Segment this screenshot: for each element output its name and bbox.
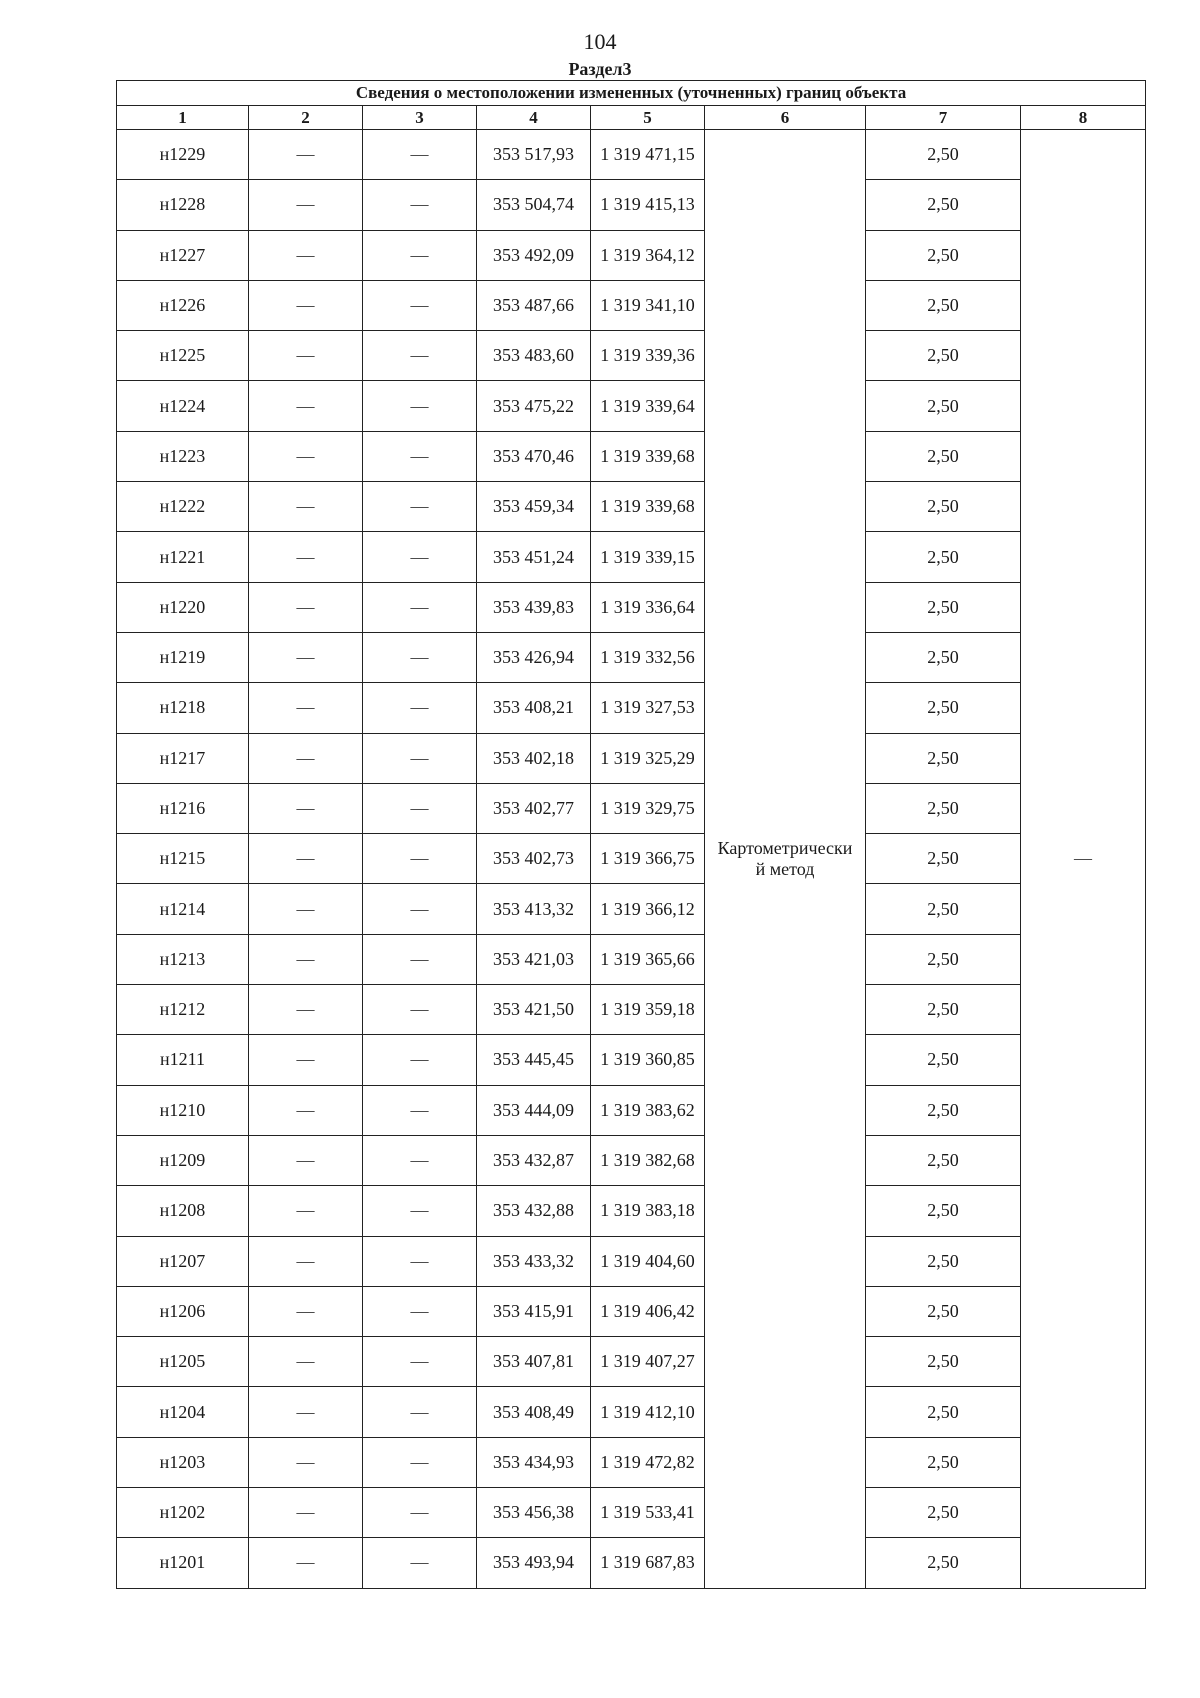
point-cell: н1210 bbox=[117, 1085, 249, 1135]
accuracy-cell: 2,50 bbox=[866, 582, 1021, 632]
x-coordinate-cell: 353 432,87 bbox=[477, 1135, 591, 1185]
column-number-5: 5 bbox=[591, 106, 705, 130]
table-body bbox=[117, 130, 1146, 1589]
table-title: Сведения о местоположении измененных (уточненных) границ объекта bbox=[117, 81, 1146, 106]
table-row bbox=[117, 180, 1146, 230]
table-row bbox=[117, 482, 1146, 532]
point-cell: н1201 bbox=[117, 1538, 249, 1588]
table-row bbox=[117, 331, 1146, 381]
table-row bbox=[117, 532, 1146, 582]
x-coordinate-cell: 353 459,34 bbox=[477, 482, 591, 532]
column-number-3: 3 bbox=[363, 106, 477, 130]
accuracy-cell: 2,50 bbox=[866, 733, 1021, 783]
accuracy-cell: 2,50 bbox=[866, 331, 1021, 381]
table-row bbox=[117, 130, 1146, 180]
point-cell: н1212 bbox=[117, 985, 249, 1035]
col2-cell: — bbox=[249, 985, 363, 1035]
col3-cell: — bbox=[363, 331, 477, 381]
accuracy-cell: 2,50 bbox=[866, 230, 1021, 280]
point-cell: н1204 bbox=[117, 1387, 249, 1437]
x-coordinate-cell: 353 421,50 bbox=[477, 985, 591, 1035]
x-coordinate-cell: 353 470,46 bbox=[477, 431, 591, 481]
x-coordinate-cell: 353 408,49 bbox=[477, 1387, 591, 1437]
table-row bbox=[117, 1337, 1146, 1387]
x-coordinate-cell: 353 421,03 bbox=[477, 934, 591, 984]
accuracy-cell: 2,50 bbox=[866, 280, 1021, 330]
col2-cell: — bbox=[249, 1488, 363, 1538]
accuracy-cell: 2,50 bbox=[866, 482, 1021, 532]
x-coordinate-cell: 353 402,18 bbox=[477, 733, 591, 783]
accuracy-cell: 2,50 bbox=[866, 783, 1021, 833]
y-coordinate-cell: 1 319 329,75 bbox=[591, 783, 705, 833]
column-number-7: 7 bbox=[866, 106, 1021, 130]
col2-cell: — bbox=[249, 130, 363, 180]
col2-cell: — bbox=[249, 180, 363, 230]
col2-cell: — bbox=[249, 834, 363, 884]
y-coordinate-cell: 1 319 339,15 bbox=[591, 532, 705, 582]
column-number-row bbox=[117, 106, 1146, 130]
x-coordinate-cell: 353 487,66 bbox=[477, 280, 591, 330]
method-line-2: й метод bbox=[755, 858, 815, 879]
y-coordinate-cell: 1 319 325,29 bbox=[591, 733, 705, 783]
table-row bbox=[117, 230, 1146, 280]
y-coordinate-cell: 1 319 364,12 bbox=[591, 230, 705, 280]
y-coordinate-cell: 1 319 339,68 bbox=[591, 431, 705, 481]
point-cell: н1211 bbox=[117, 1035, 249, 1085]
col2-cell: — bbox=[249, 532, 363, 582]
accuracy-cell: 2,50 bbox=[866, 934, 1021, 984]
table-row bbox=[117, 985, 1146, 1035]
accuracy-cell: 2,50 bbox=[866, 180, 1021, 230]
column-number-2: 2 bbox=[249, 106, 363, 130]
col2-cell: — bbox=[249, 632, 363, 682]
col3-cell: — bbox=[363, 1035, 477, 1085]
y-coordinate-cell: 1 319 339,36 bbox=[591, 331, 705, 381]
accuracy-cell: 2,50 bbox=[866, 1085, 1021, 1135]
point-cell: н1214 bbox=[117, 884, 249, 934]
coordinates-table bbox=[116, 80, 1146, 1589]
accuracy-cell: 2,50 bbox=[866, 1236, 1021, 1286]
col2-cell: — bbox=[249, 783, 363, 833]
accuracy-cell: 2,50 bbox=[866, 381, 1021, 431]
y-coordinate-cell: 1 319 339,68 bbox=[591, 482, 705, 532]
col3-cell: — bbox=[363, 381, 477, 431]
col3-cell: — bbox=[363, 1236, 477, 1286]
point-cell: н1228 bbox=[117, 180, 249, 230]
col3-cell: — bbox=[363, 1488, 477, 1538]
col3-cell: — bbox=[363, 1135, 477, 1185]
table-row bbox=[117, 1437, 1146, 1487]
table-row bbox=[117, 582, 1146, 632]
y-coordinate-cell: 1 319 404,60 bbox=[591, 1236, 705, 1286]
point-cell: н1224 bbox=[117, 381, 249, 431]
point-cell: н1220 bbox=[117, 582, 249, 632]
accuracy-cell: 2,50 bbox=[866, 632, 1021, 682]
table-row bbox=[117, 934, 1146, 984]
y-coordinate-cell: 1 319 359,18 bbox=[591, 985, 705, 1035]
y-coordinate-cell: 1 319 412,10 bbox=[591, 1387, 705, 1437]
table-row bbox=[117, 381, 1146, 431]
accuracy-cell: 2,50 bbox=[866, 1186, 1021, 1236]
col3-cell: — bbox=[363, 532, 477, 582]
col2-cell: — bbox=[249, 884, 363, 934]
col3-cell: — bbox=[363, 985, 477, 1035]
col2-cell: — bbox=[249, 1085, 363, 1135]
col2-cell: — bbox=[249, 582, 363, 632]
point-cell: н1221 bbox=[117, 532, 249, 582]
col3-cell: — bbox=[363, 632, 477, 682]
table-row bbox=[117, 632, 1146, 682]
table-row bbox=[117, 783, 1146, 833]
col3-cell: — bbox=[363, 230, 477, 280]
table-row bbox=[117, 431, 1146, 481]
x-coordinate-cell: 353 407,81 bbox=[477, 1337, 591, 1387]
column-number-8: 8 bbox=[1021, 106, 1146, 130]
point-cell: н1213 bbox=[117, 934, 249, 984]
x-coordinate-cell: 353 415,91 bbox=[477, 1286, 591, 1336]
col3-cell: — bbox=[363, 834, 477, 884]
x-coordinate-cell: 353 504,74 bbox=[477, 180, 591, 230]
col3-cell: — bbox=[363, 1337, 477, 1387]
col2-cell: — bbox=[249, 934, 363, 984]
col2-cell: — bbox=[249, 280, 363, 330]
x-coordinate-cell: 353 408,21 bbox=[477, 683, 591, 733]
column-number-6: 6 bbox=[705, 106, 866, 130]
col3-cell: — bbox=[363, 884, 477, 934]
col2-cell: — bbox=[249, 683, 363, 733]
accuracy-cell: 2,50 bbox=[866, 1035, 1021, 1085]
table-row bbox=[117, 1488, 1146, 1538]
accuracy-cell: 2,50 bbox=[866, 683, 1021, 733]
point-cell: н1202 bbox=[117, 1488, 249, 1538]
col2-cell: — bbox=[249, 1337, 363, 1387]
x-coordinate-cell: 353 493,94 bbox=[477, 1538, 591, 1588]
col3-cell: — bbox=[363, 431, 477, 481]
y-coordinate-cell: 1 319 407,27 bbox=[591, 1337, 705, 1387]
y-coordinate-cell: 1 319 365,66 bbox=[591, 934, 705, 984]
point-cell: н1226 bbox=[117, 280, 249, 330]
accuracy-cell: 2,50 bbox=[866, 1337, 1021, 1387]
col2-cell: — bbox=[249, 1437, 363, 1487]
x-coordinate-cell: 353 517,93 bbox=[477, 130, 591, 180]
x-coordinate-cell: 353 413,32 bbox=[477, 884, 591, 934]
col2-cell: — bbox=[249, 331, 363, 381]
accuracy-cell: 2,50 bbox=[866, 1135, 1021, 1185]
point-cell: н1225 bbox=[117, 331, 249, 381]
y-coordinate-cell: 1 319 327,53 bbox=[591, 683, 705, 733]
col3-cell: — bbox=[363, 683, 477, 733]
accuracy-cell: 2,50 bbox=[866, 130, 1021, 180]
x-coordinate-cell: 353 483,60 bbox=[477, 331, 591, 381]
col3-cell: — bbox=[363, 1538, 477, 1588]
x-coordinate-cell: 353 444,09 bbox=[477, 1085, 591, 1135]
table-row bbox=[117, 1135, 1146, 1185]
table-row bbox=[117, 834, 1146, 884]
section-title: Раздел3 bbox=[568, 59, 632, 79]
table-row bbox=[117, 1186, 1146, 1236]
col3-cell: — bbox=[363, 1286, 477, 1336]
table-row bbox=[117, 1085, 1146, 1135]
y-coordinate-cell: 1 319 415,13 bbox=[591, 180, 705, 230]
y-coordinate-cell: 1 319 406,42 bbox=[591, 1286, 705, 1336]
y-coordinate-cell: 1 319 383,18 bbox=[591, 1186, 705, 1236]
col3-cell: — bbox=[363, 1085, 477, 1135]
point-cell: н1209 bbox=[117, 1135, 249, 1185]
table-row bbox=[117, 1236, 1146, 1286]
col3-cell: — bbox=[363, 934, 477, 984]
y-coordinate-cell: 1 319 687,83 bbox=[591, 1538, 705, 1588]
x-coordinate-cell: 353 451,24 bbox=[477, 532, 591, 582]
col3-cell: — bbox=[363, 180, 477, 230]
col2-cell: — bbox=[249, 1387, 363, 1437]
column-number-1: 1 bbox=[117, 106, 249, 130]
accuracy-cell: 2,50 bbox=[866, 1538, 1021, 1588]
y-coordinate-cell: 1 319 332,56 bbox=[591, 632, 705, 682]
column-number-4: 4 bbox=[477, 106, 591, 130]
table-row bbox=[117, 1387, 1146, 1437]
point-cell: н1205 bbox=[117, 1337, 249, 1387]
x-coordinate-cell: 353 402,73 bbox=[477, 834, 591, 884]
point-cell: н1218 bbox=[117, 683, 249, 733]
col2-cell: — bbox=[249, 230, 363, 280]
table-row bbox=[117, 280, 1146, 330]
col3-cell: — bbox=[363, 733, 477, 783]
point-cell: н1229 bbox=[117, 130, 249, 180]
accuracy-cell: 2,50 bbox=[866, 1437, 1021, 1487]
col3-cell: — bbox=[363, 783, 477, 833]
point-cell: н1217 bbox=[117, 733, 249, 783]
x-coordinate-cell: 353 402,77 bbox=[477, 783, 591, 833]
y-coordinate-cell: 1 319 341,10 bbox=[591, 280, 705, 330]
accuracy-cell: 2,50 bbox=[866, 884, 1021, 934]
accuracy-cell: 2,50 bbox=[866, 985, 1021, 1035]
x-coordinate-cell: 353 439,83 bbox=[477, 582, 591, 632]
point-cell: н1206 bbox=[117, 1286, 249, 1336]
point-cell: н1222 bbox=[117, 482, 249, 532]
table-row bbox=[117, 884, 1146, 934]
y-coordinate-cell: 1 319 533,41 bbox=[591, 1488, 705, 1538]
table-row bbox=[117, 1286, 1146, 1336]
table-row bbox=[117, 733, 1146, 783]
col3-cell: — bbox=[363, 130, 477, 180]
col3-cell: — bbox=[363, 1186, 477, 1236]
x-coordinate-cell: 353 434,93 bbox=[477, 1437, 591, 1487]
point-cell: н1216 bbox=[117, 783, 249, 833]
point-cell: н1223 bbox=[117, 431, 249, 481]
accuracy-cell: 2,50 bbox=[866, 1286, 1021, 1336]
x-coordinate-cell: 353 426,94 bbox=[477, 632, 591, 682]
y-coordinate-cell: 1 319 366,12 bbox=[591, 884, 705, 934]
point-cell: н1219 bbox=[117, 632, 249, 682]
accuracy-cell: 2,50 bbox=[866, 834, 1021, 884]
table-row bbox=[117, 1035, 1146, 1085]
method-line-1: Картометрически bbox=[717, 837, 853, 858]
y-coordinate-cell: 1 319 471,15 bbox=[591, 130, 705, 180]
col2-cell: — bbox=[249, 1286, 363, 1336]
y-coordinate-cell: 1 319 382,68 bbox=[591, 1135, 705, 1185]
col3-cell: — bbox=[363, 1387, 477, 1437]
accuracy-cell: 2,50 bbox=[866, 431, 1021, 481]
accuracy-cell: 2,50 bbox=[866, 1488, 1021, 1538]
table-row bbox=[117, 683, 1146, 733]
method-cell bbox=[705, 130, 866, 1589]
col2-cell: — bbox=[249, 733, 363, 783]
y-coordinate-cell: 1 319 383,62 bbox=[591, 1085, 705, 1135]
col2-cell: — bbox=[249, 1135, 363, 1185]
accuracy-cell: 2,50 bbox=[866, 1387, 1021, 1437]
x-coordinate-cell: 353 433,32 bbox=[477, 1236, 591, 1286]
point-cell: н1207 bbox=[117, 1236, 249, 1286]
x-coordinate-cell: 353 445,45 bbox=[477, 1035, 591, 1085]
col2-cell: — bbox=[249, 381, 363, 431]
x-coordinate-cell: 353 432,88 bbox=[477, 1186, 591, 1236]
y-coordinate-cell: 1 319 339,64 bbox=[591, 381, 705, 431]
col2-cell: — bbox=[249, 1538, 363, 1588]
point-cell: н1227 bbox=[117, 230, 249, 280]
accuracy-cell: 2,50 bbox=[866, 532, 1021, 582]
col2-cell: — bbox=[249, 1186, 363, 1236]
x-coordinate-cell: 353 475,22 bbox=[477, 381, 591, 431]
page-number: 104 bbox=[583, 29, 617, 54]
col3-cell: — bbox=[363, 482, 477, 532]
y-coordinate-cell: 1 319 472,82 bbox=[591, 1437, 705, 1487]
col2-cell: — bbox=[249, 1236, 363, 1286]
col3-cell: — bbox=[363, 280, 477, 330]
point-cell: н1215 bbox=[117, 834, 249, 884]
y-coordinate-cell: 1 319 366,75 bbox=[591, 834, 705, 884]
x-coordinate-cell: 353 492,09 bbox=[477, 230, 591, 280]
col3-cell: — bbox=[363, 1437, 477, 1487]
y-coordinate-cell: 1 319 360,85 bbox=[591, 1035, 705, 1085]
x-coordinate-cell: 353 456,38 bbox=[477, 1488, 591, 1538]
col2-cell: — bbox=[249, 482, 363, 532]
point-cell: н1208 bbox=[117, 1186, 249, 1236]
col2-cell: — bbox=[249, 431, 363, 481]
col2-cell: — bbox=[249, 1035, 363, 1085]
point-cell: н1203 bbox=[117, 1437, 249, 1487]
y-coordinate-cell: 1 319 336,64 bbox=[591, 582, 705, 632]
col3-cell: — bbox=[363, 582, 477, 632]
col8-cell: — bbox=[1021, 130, 1146, 1589]
table-row bbox=[117, 1538, 1146, 1588]
